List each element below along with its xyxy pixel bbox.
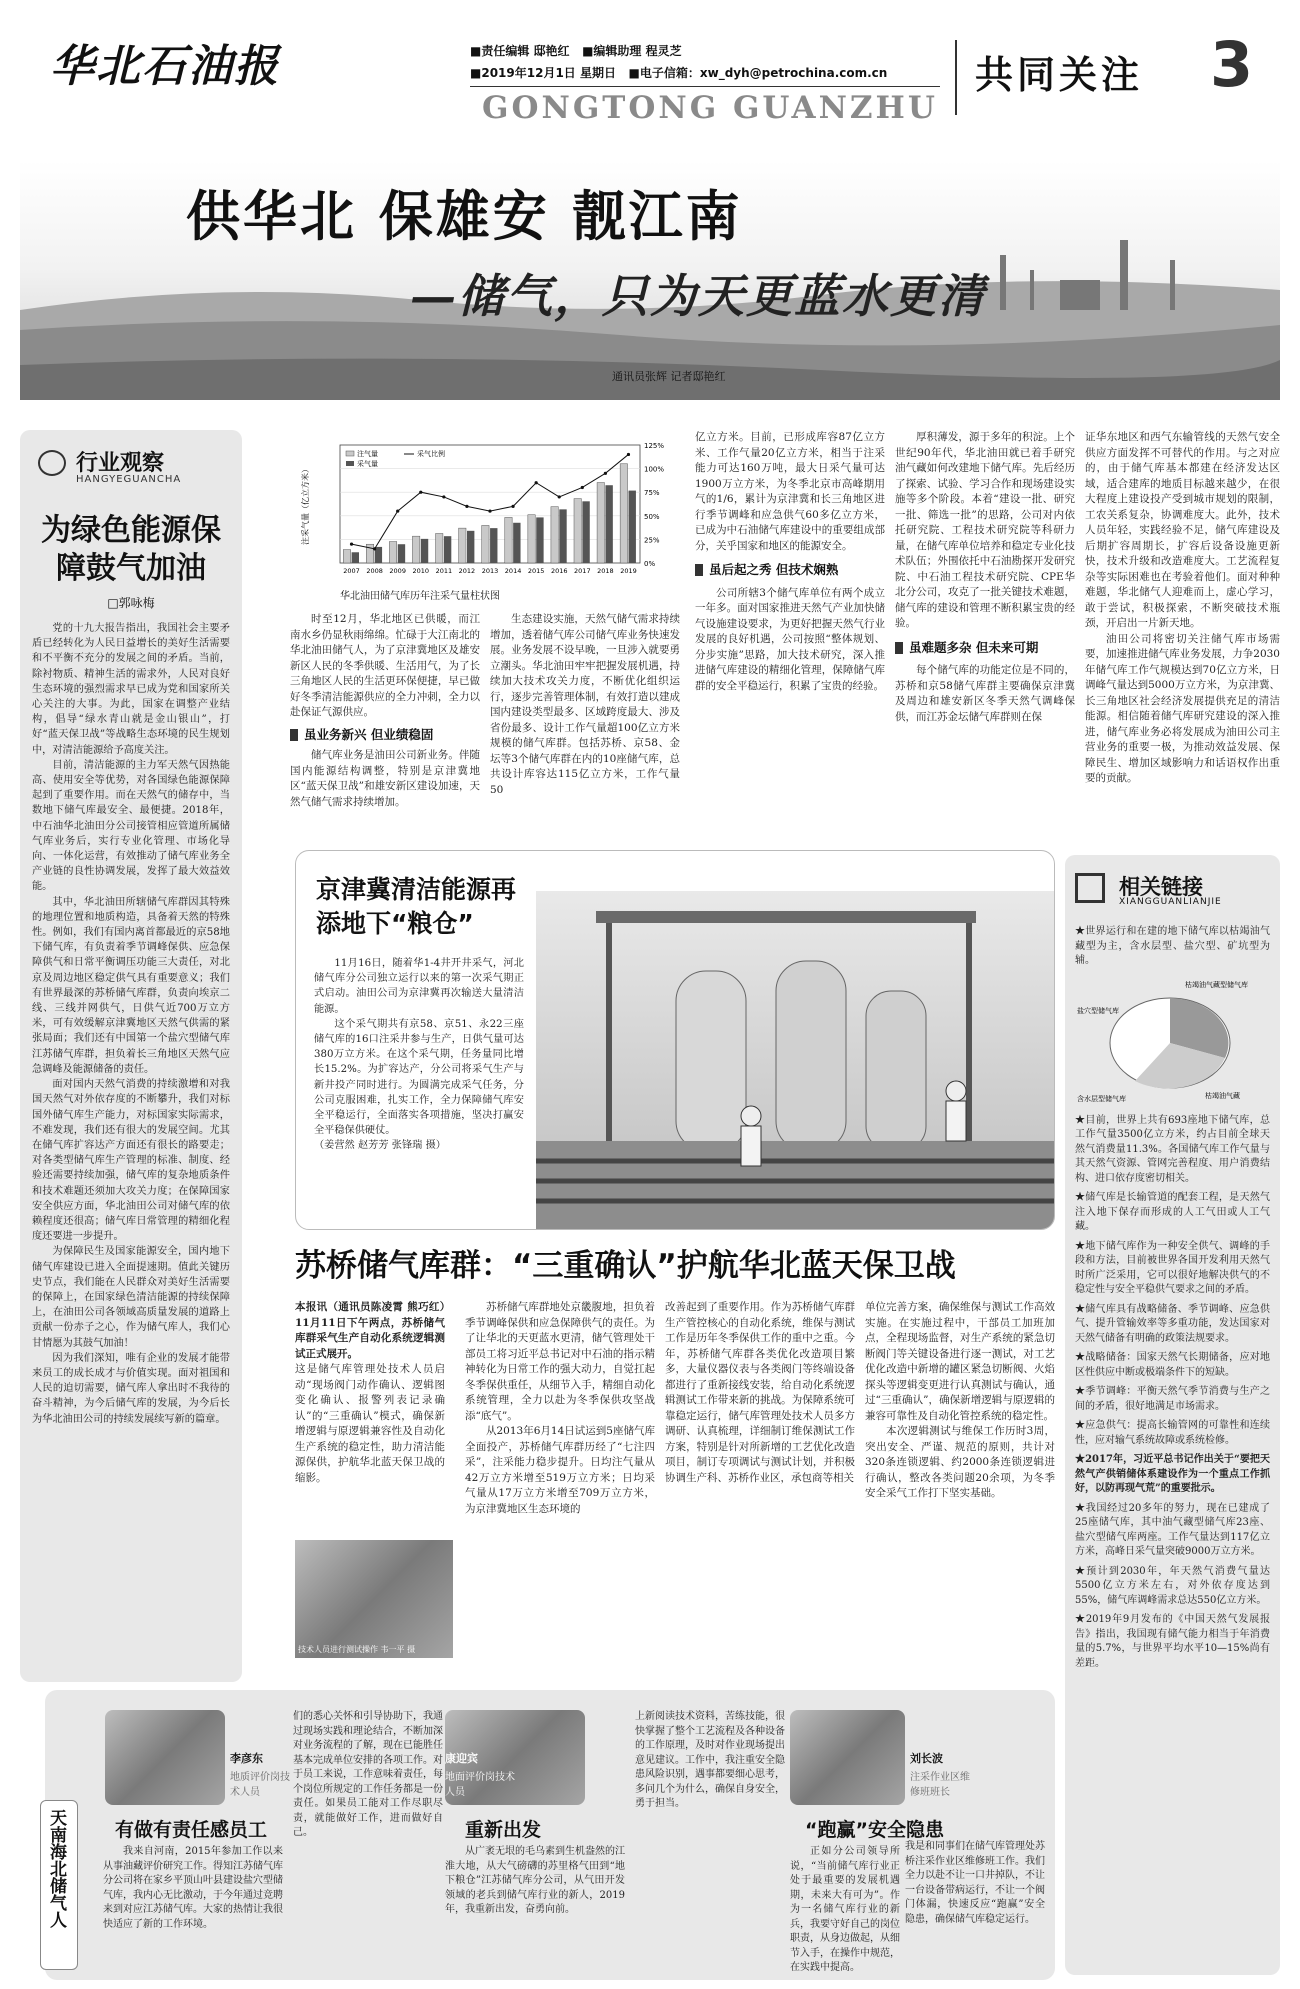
banner bbox=[20, 160, 1280, 400]
chart-legend-swatch bbox=[346, 461, 354, 466]
profile-name: 李彦东 bbox=[230, 1752, 263, 1765]
profile-photo bbox=[105, 1710, 225, 1805]
chart-bar-production bbox=[444, 536, 451, 563]
banner-credit: 通讯员张辉 记者邸艳红 bbox=[612, 370, 726, 383]
feature-2-col-2: 苏桥储气库群地处京畿腹地，担负着季节调峰保供和应急保障供气的责任。为了让华北的天更蓝水更清，储气管理处干部员工将习近平总书记对中石油的指示精神转化为日常工作的强大动力，自觉扛起冬季保供重任，从细节入手，精细自动化系统管理，全力以赴为冬季保供攻坚战添“底气”。 从2013年6月14日试运到5座储气库全面投产，苏桥储气库群历经了“七注四采”，注采能力稳步提升。日均注气量从42万立方米增至519万立方米；日均采气量从17万立方米增至709万立方米，为京津冀地区生态环境的 bbox=[465, 1301, 655, 1515]
related-item: ★目前，世界上共有693座地下储气库，总工作气量3500亿立方米，约占目前全球天然气消费量11.3%。各国储气库工作气量与其天然气资源、管网完善程度、用户消费结构、进口依存度密切相关。 bbox=[1075, 1114, 1270, 1184]
chart-bar-injection bbox=[343, 550, 350, 563]
related-item: ★我国经过20多年的努力，现在已建成了25座储气库，其中油气藏型储气库23座、盐穴型储气库两座。工作气量达到117亿立方米，高峰日采气量突破9000万立方米。 bbox=[1075, 1502, 1270, 1557]
related-items bbox=[1075, 1114, 1270, 1974]
profile-name: 康迎宾 bbox=[445, 1752, 478, 1765]
chart-bar-production bbox=[467, 531, 474, 563]
square-icon: ■ bbox=[470, 66, 482, 80]
square-icon: ■ bbox=[470, 44, 482, 58]
feature-2-col-3: 改善起到了重要作用。作为苏桥储气库群生产管控核心的自动化系统，维保与测试工作是历年冬季保供工作的重中之重。今年，苏桥储气库群各类优化改造项目繁多，大量仪器仪表与各类阀门等终端设备都进行了重新接线安装，给自动化系统逻辑测试工作带来新的挑战。为保障系统可靠稳定运行，储气库管理处技术人员多方调研、认真梳理，详细制订维保测试工作方案，特别是针对所新增的工艺优化改造项目，制订专项调试与测试计划，并积极协调生产科、苏桥作业区，承包商等相关 bbox=[665, 1301, 855, 1484]
chart-x-tick-label: 2008 bbox=[366, 567, 383, 575]
profile-title: 有做有责任感员工 bbox=[115, 1819, 268, 1841]
chart-x-tick-label: 2014 bbox=[504, 567, 522, 575]
chart-x-tick-label: 2007 bbox=[343, 567, 360, 575]
chart-point-ratio bbox=[373, 547, 376, 550]
date-line: ■2019年12月1日 星期日 ■电子信箱：xw_dyh@petrochina.com.cn bbox=[470, 66, 888, 80]
chart-point-ratio bbox=[350, 543, 353, 546]
chart-point-ratio bbox=[535, 481, 538, 484]
chart-bar-injection bbox=[482, 525, 489, 563]
chart-bar-injection bbox=[389, 542, 396, 563]
feature-2-title: 苏桥储气库群：“三重确认”护航华北蓝天保卫战 bbox=[295, 1248, 956, 1284]
chart-y2-tick-label: 125% bbox=[644, 442, 665, 450]
related-links bbox=[1065, 855, 1280, 1975]
chart-bar-production bbox=[490, 528, 497, 563]
profile-role: 地质评价岗技术人员 bbox=[230, 1772, 290, 1798]
banner-subheadline: —储气，只为天更蓝水更清 bbox=[410, 269, 986, 323]
related-item: ★2017年，习近平总书记作出关于“要把天然气产供销储体系建设作为一个重点工作抓好，以防再现气荒”的重要批示。 bbox=[1075, 1454, 1270, 1494]
chart-ylabel: 注采气量（亿立方米） bbox=[301, 465, 310, 545]
chart-x-tick-label: 2018 bbox=[597, 567, 614, 575]
profile-title: 重新出发 bbox=[465, 1819, 542, 1841]
chart-container bbox=[300, 435, 700, 607]
chart-point-ratio bbox=[604, 472, 607, 475]
chart-bar-injection bbox=[574, 499, 581, 563]
chart-legend-label: 注气量 bbox=[357, 450, 378, 458]
editor-line: ■责任编辑 邸艳红 ■编辑助理 程灵芝 bbox=[470, 44, 682, 58]
chart-x-tick-label: 2011 bbox=[435, 567, 453, 575]
related-item: ★预计到2030年，年天然气消费气量达5500亿立方米左右，对外依存度达到55%，储气库调峰需求总达550亿立方米。 bbox=[1075, 1565, 1270, 1606]
main-col-2: 生态建设实施，天然气储气需求持续增加，透着储气库公司储气库业务快速发展。业务发展不设早晚，一旦涉入就要勇立潮头。华北油田牢牢把握发展机遇，持续加大技术攻关力度，不断优化组织运行，逐步完善管理体制，有效打造以建成国内建设类型最多、区域跨度最大、涉及省份最多、设计工作气量超100亿立方米规模的储气库群。包括苏桥、京58、金坛等3个储气库群在内的10座储气库，总共设计库容达115亿立方米，工作气量50 bbox=[490, 613, 680, 796]
feature-1 bbox=[295, 850, 1055, 1230]
section-pinyin: GONGTONG GUANZHU bbox=[482, 90, 938, 126]
profile-text-extra: 上新阅读技术资料，苦练技能，很快掌握了整个工艺流程及各种设备的工作原理，及时对作业现场提出意见建议。工作中，我注重安全隐患风险识别，遇事都要细心思考，多问几个为什么，确保自身安全，勇于担当。 bbox=[635, 1711, 785, 1809]
chart-bar-production bbox=[582, 501, 589, 563]
chart-point-ratio bbox=[511, 505, 514, 508]
chart-legend-label: 采气比例 bbox=[417, 450, 445, 458]
chart-bar-injection bbox=[436, 534, 443, 564]
chart-x-tick-label: 2019 bbox=[620, 567, 637, 575]
feature-2-photo-caption: 技术人员进行测试操作 韦一平 摄 bbox=[298, 1645, 416, 1654]
chart-legend-swatch bbox=[346, 451, 354, 456]
square-icon: ■ bbox=[628, 66, 640, 80]
column-title: 为绿色能源保障鼓气加油 bbox=[41, 513, 221, 586]
feature-2-photo bbox=[295, 1540, 453, 1658]
chart-bar-injection bbox=[459, 528, 466, 563]
profiles-side-label: 天南海北储气人 bbox=[40, 1800, 78, 1970]
chart-y2-tick-label: 75% bbox=[644, 489, 660, 498]
masthead bbox=[0, 0, 1300, 126]
feature-1-photo bbox=[536, 891, 1055, 1230]
profile-text: 正如分公司领导所说，“当前储气库行业正处于最重要的发展机遇期，未来大有可为”。作为一名储气库行业的新兵，我要守好自己的岗位职责，从身边做起，从细节入手，在操作中规范，在实践中提高。 bbox=[790, 1846, 900, 1973]
chart-bar-injection bbox=[528, 515, 535, 563]
diagram-label-reservoir: 枯竭油气藏 bbox=[1205, 1091, 1240, 1100]
chart-x-tick-label: 2016 bbox=[550, 567, 568, 575]
newspaper-logo: 华北石油报 bbox=[50, 41, 280, 92]
diagram-label-salt: 盐穴型储气库 bbox=[1077, 1006, 1119, 1015]
chart-bar-injection bbox=[412, 536, 419, 563]
link-icon bbox=[1075, 873, 1105, 903]
chart-plot-area bbox=[340, 445, 640, 563]
chart-x-tick-label: 2013 bbox=[481, 567, 499, 575]
profile-title: “跑赢”安全隐患 bbox=[805, 1819, 944, 1841]
chart-caption: 华北油田储气库历年注采气量柱状图 bbox=[340, 591, 500, 602]
profile-text-extra: 们的悉心关怀和引导协助下，我通过现场实践和理论结合，不断加深对业务流程的了解，现在已能胜任基本完成单位安排的各项工作。对于员工来说，工作意味着责任，每个岗位所规定的工作任务都是一份责任。如果员工能对工作尽职尽责，就能做好工作，进而做好自己。 bbox=[293, 1711, 443, 1838]
telescope-icon bbox=[38, 450, 66, 476]
section-title: 共同关注 bbox=[975, 53, 1144, 97]
chart-point-ratio bbox=[396, 509, 399, 512]
chart-x-tick-label: 2009 bbox=[389, 567, 406, 575]
feature-1-title: 京津冀清洁能源再添地下“粮仓” bbox=[316, 875, 517, 938]
banner-headline: 供华北 保雄安 靓江南 bbox=[186, 185, 743, 248]
subhead-3: 虽难题多杂 但未来可期 bbox=[895, 640, 1075, 656]
chart-point-ratio bbox=[465, 505, 468, 508]
chart-y2-tick-label: 0% bbox=[644, 560, 656, 568]
chart-y2-tick-label: 50% bbox=[644, 512, 660, 521]
chart-bar-production bbox=[629, 491, 636, 563]
related-item: ★地下储气库作为一种安全供气、调峰的手段和方法，目前被世界各国开发利用天然气时所广泛采用，它可以很好地解决供气的不稳定性与安全平稳供气要求之间的矛盾。 bbox=[1075, 1240, 1270, 1295]
profile-name: 刘长波 bbox=[910, 1752, 943, 1765]
profile-role: 注采作业区维修班班长 bbox=[910, 1772, 970, 1798]
chart-legend-label: 采气量 bbox=[357, 460, 378, 468]
storage-type-diagram bbox=[1075, 973, 1270, 1108]
related-intro: ★世界运行和在建的地下储气库以枯竭油气藏型为主，含水层型、盐穴型、矿坑型为辅。 bbox=[1075, 926, 1270, 966]
chart-bar-production bbox=[559, 509, 566, 563]
diagram-label-aquifer: 含水层型储气库 bbox=[1077, 1094, 1126, 1103]
chart-bar-production bbox=[421, 539, 428, 563]
chart-y2-tick-label: 100% bbox=[644, 465, 665, 474]
main-col-4: 厚积薄发，源于多年的积淀。上个世纪90年代，华北油田就已着手研究油气藏如何改建地下储气库。先后经历了探索、试验、学习合作和现场建设实施等多个阶段。本着“建设一批、研究一批、筛选一批”的思路，公司对内依托研究院、工程技术研究院等科研力量，在储气库单位培养和稳定专业化技术队伍；外围依托中石油勘探开发研究院、中石油工程技术研究院、CPE华北分公司，攻克了一批关键技术难题，储气库的建设和管理不断积累宝贵的经验。 虽难题多杂 但未来可期 每个储气库的功能定位是不同的，苏桥和京58储气库群主要确保京津冀及周边和雄安新区冬季天然气调峰保供，而江苏金坛储气库群则在保 bbox=[895, 431, 1075, 723]
related-item: ★应急供气：提高长输管网的可靠性和连续性，应对输气系统故障或系统检修。 bbox=[1075, 1420, 1270, 1446]
square-icon: ■ bbox=[582, 44, 594, 58]
feature-1-body: 11月16日，随着华1-4井开井采气，河北储气库分公司独立运行以来的第一次采气期正式启动。油田公司为京津冀再次输送大量清洁能源。 这个采气期共有京58、京51、永22三座储气库的16口注采井参与生产，日供气量可达380万立方米。在这个采气期，任务量同比增长15.2%。为扩容达产，分公司将采气生产与新井投产同时进行。为圆满完成采气任务，分公司克服困难，扎实工作，全力保障储气库安全平稳运行，全面落实各项措施，坚决打赢安全平稳保供硬仗。 （姜营然 赵芳芳 张锋瑞 摄） bbox=[314, 958, 524, 1152]
related-item: ★储气库是长输管道的配套工程，是天然气注入地下保存而形成的人工气田或人工气藏。 bbox=[1075, 1192, 1270, 1232]
subhead-2: 虽后起之秀 但技术娴熟 bbox=[695, 562, 885, 578]
chart-bar-injection bbox=[620, 464, 627, 563]
profile-text: 从广袤无垠的毛乌素到生机盎然的江淮大地，从大气磅礴的苏里格气田到“地下粮仓”江苏储气库分公司，从气田开发领域的老兵到储气库行业的新人，2019年，我重新出发，奋勇向前。 bbox=[445, 1846, 625, 1915]
chart-bar-production bbox=[536, 517, 543, 563]
chart-point-ratio bbox=[581, 486, 584, 489]
bar-chart bbox=[300, 435, 680, 585]
related-item: ★2019年9月发布的《中国天然气发展报告》指出，我国现有储气能力相当于年消费量的5.7%，与世界平均水平10—15%尚有差距。 bbox=[1075, 1614, 1270, 1669]
chart-point-ratio bbox=[442, 495, 445, 498]
chart-bar-production bbox=[398, 544, 405, 563]
chart-bar-injection bbox=[551, 507, 558, 563]
related-item: ★季节调峰：平衡天然气季节消费与生产之间的矛盾，很好地满足市场需求。 bbox=[1075, 1386, 1270, 1412]
chart-bar-production bbox=[352, 552, 359, 563]
profile-role: 地面评价岗技术人员 bbox=[445, 1772, 515, 1798]
column-author: □郭咏梅 bbox=[107, 596, 155, 610]
chart-bar-injection bbox=[505, 517, 512, 563]
chart-x-tick-label: 2012 bbox=[458, 567, 476, 575]
chart-x-tick-label: 2017 bbox=[574, 567, 591, 575]
profile-photo bbox=[790, 1710, 905, 1805]
feature-2-col-1: 本报讯（通讯员陈凌霄 熊巧红）11月11日下午两点，苏桥储气库群采气生产自动化系统逻辑测试正式展开。 这是储气库管理处技术人员启动“现场阀门动作确认、逻辑图变化确认、报警列表记录确认”的“三重确认”模式，确保新增逻辑与原逻辑兼容性及自动化生产系统的稳定性，助力清洁能源保供，护航华北蓝天保卫战的缩影。 bbox=[295, 1301, 445, 1484]
profile-text-extra: 我是和同事们在储气库管理处苏桥注采作业区维修班工作。我们全力以赴不让一口井掉队，不让一台设备带病运行，不让一个阀门体漏，快速反应“跑赢”安全隐患，确保储气库稳定运行。 bbox=[905, 1841, 1045, 1925]
main-col-1: 时至12月，华北地区已供暖，而江南水乡仍显秋雨绵绵。忙碌于大江南北的华北油田储气人，为了京津冀地区及雄安新区人民的冬季供暖、生活用气，为了长三角地区人民的生活更环保便捷，早已做好冬季清洁能源供应的全力冲刺，全力以赴保证气源供应。 虽业务新兴 但业绩稳固 储气库业务是油田公司新业务。伴随国内能源结构调整，特别是京津冀地区“蓝天保卫战”和雄安新区建设加速，天然气储气需求持续增加。 bbox=[290, 613, 480, 808]
column-tag: 行业观察 HANGYEGUANCHA bbox=[32, 440, 230, 510]
profile-text: 我来自河南，2015年参加工作以来从事油藏评价研究工作。得知江苏储气库分公司将在家乡平顶山叶县建设盐穴型储气库，我内心无比激动，于今年通过竞聘来到对应江苏储气库。大家的热情让我很快适应了新的工作环境。 bbox=[103, 1846, 283, 1930]
chart-point-ratio bbox=[627, 453, 630, 456]
subhead-1: 虽业务新兴 但业绩稳固 bbox=[290, 727, 480, 743]
related-header: 相关链接 XIANGGUANLIANJIE bbox=[1075, 865, 1270, 925]
related-item: ★战略储备：国家天然气长期储备，应对地区性供应中断或极端条件下的短缺。 bbox=[1075, 1352, 1270, 1378]
left-column bbox=[20, 430, 242, 1682]
chart-point-ratio bbox=[558, 495, 561, 498]
chart-x-tick-label: 2010 bbox=[412, 567, 430, 575]
chart-bar-production bbox=[513, 523, 520, 563]
main-col-3: 亿立方米。目前，已形成库容87亿立方米、工作气量20亿立方米，相当于注采能力可达160万吨，最大日采气量可达1900万立方米，为冬季北京市高峰期用气的1/6，累计为京津冀和长三角地区进行季节调峰和应急供气60多亿立方米，已成为中石油储气库建设中的重要组成部分，关乎国家和地区的能源安全。 虽后起之秀 但技术娴熟 公司所辖3个储气库单位有两个成立一年多。面对国家推进天然气产业加快储气设施建设要求，为更好把握天然气行业发展的良好机遇，公司按照“整体规划、分步实施”思路，加大技术研究，深入推进储气库建设的精细化管理，保障储气库群的安全平稳运行，积累了宝贵的经验。 bbox=[695, 431, 885, 692]
chart-y2-tick-label: 25% bbox=[644, 536, 660, 545]
chart-bar-injection bbox=[597, 483, 604, 563]
page-number: 3 bbox=[1210, 28, 1254, 101]
chart-point-ratio bbox=[419, 491, 422, 494]
feature-2-col-4: 单位完善方案，确保维保与测试工作高效实施。在实施过程中，干部员工加班加点，全程现场监督，对生产系统的紧急切断阀门等关键设备进行逐一测试，对工艺优化改造中新增的罐区紧急切断阀、火焰探头等逻辑变更进行认真测试与确认，通过“三重确认”，确保新增逻辑与原逻辑的兼容可靠性及自动化管控系统的稳定性。 本次逻辑测试与维保工作历时3周，突出安全、严谨、规范的原则，共计对320条连锁逻辑、约2000条连锁逻辑进行确认，整改各类问题20余项，为冬季安全采气工作打下坚实基础。 bbox=[865, 1301, 1055, 1499]
chart-point-ratio bbox=[488, 509, 491, 512]
diagram-label-depleted: 枯竭油气藏型储气库 bbox=[1185, 980, 1248, 989]
chart-bar-production bbox=[605, 485, 612, 563]
main-col-5: 证华东地区和西气东输管线的天然气安全供应方面发挥不可替代的作用。与之对应的，由于储气库基本都建在经济发达区域，适合建库的地质目标越来越少，在很大程度上建设投产受到城市规划的限制，工农关系复杂，协调难度大。此外，技术人员年轻，实践经验不足，储气库建设及后期扩容周期长，扩容后设备设施更新快，技术升级和改造难度大。工艺流程复杂等实际困难也在考验着他们。面对种种难题，华北储气人迎难而上，虚心学习，敢于尝试，积极探索，不断突破技术瓶颈，开启出一片新天地。 油田公司将密切关注储气库市场需要，加速推进储气库业务发展，力争2030年储气库工作气规模达到70亿立方米，日调峰气量达到5000万立方米，为京津冀、长三角地区社会经济发展提供充足的清洁能源。相信随着储气库研究建设的深入推进，储气库业务必将发展成为油田公司主营业务的重要一极，为推动效益发展、保障民生、增加区域影响力和话语权作出重要的贡献。 bbox=[1085, 431, 1280, 784]
chart-x-tick-label: 2015 bbox=[527, 567, 545, 575]
related-item: ★储气库具有战略储备、季节调峰、应急供气、提升管输效率等多重功能，发达国家对天然气储备有明确的政策法规要求。 bbox=[1075, 1303, 1270, 1344]
profiles-section bbox=[45, 1690, 1055, 1980]
column-body: 党的十九大报告指出，我国社会主要矛盾已经转化为人民日益增长的美好生活需要和不平衡不充分的发展之间的矛盾。当前，除衬物质、精神生活的需求外，人民对良好生态环境的强烈需求早已成为党和国家所关心关注的大事。为此，国家在调整产业结构，倡导“绿水青山就是金山银山”，打好“蓝天保卫战”等战略生态环境的民生规划中，对清洁能源给予高度关注。 目前，清洁能源的主力军天然气因热能高、使用安全等优势，对各国绿色能源保障起到了重要作用。而在天然气的储存中，当数地下储气库最安全、最便捷。2018年，中石油华北油田分公司接管相应管道所属储气库业务后，实行专业化管理、市场化导向、一体化运营，有效推动了储气库业务全产业链的良性协调发展，发挥了最大效益效能。 其中，华北油田所辖储气库群因其特殊的地理位置和地质构造，具备着天然的特殊性。例如，我们有国内离首都最近的京58地下储气库，有负责着季节调峰保供、应急保障供气和日常平衡调压功能三大责任，对北京及周边地区稳定供气具有重要意义；我们有世界最深的苏桥储气库群，负责向埃京二线、三线并网供气，日供气近700万立方米，可有效缓解京津冀地区天然气供需的紧张局面；我们还有中国第一个盐穴型储气库江苏储气库群，担负着长三角地区天然气应急调峰及能源储备的责任。 面对国内天然气消费的持续激增和对我国天然气对外依存度的不断攀升，我们对标国外储气库生产能力，对标国家实际需求，不难发现，我们还有很大的发展空间。尤其在储气库扩容达产方面还有很长的路要走；对各类型储气库生产管理的标准、制度、经验还需要持续加强，储气库的复杂地质条件和技术难题还须加大攻关力度；在保障国家安全供应方面，华北油田公司对储气库的依赖程度还很高；储气库日常管理的精细化程度还要进一步提升。 为保障民生及国家能源安全，国内地下储气库建设已进入全面提速期。值此关键历史节点，我们能在人民群众对美好生活需要的保障上，在国家绿色清洁能源的持续保障上，在油田公司各领域高质量发展的道路上贡献一份赤子之心，作为储气库人，我们心甘情愿为其鼓气加油！ 因为我们深知，唯有企业的发展才能带来员工的成长成才与价值实现。面对祖国和人民的迫切需要，储气库人拿出时不我待的奋斗精神，为今后储气库的发展，为今后长为华北油田公司的持续发展续写新的篇章。 bbox=[32, 623, 230, 1425]
